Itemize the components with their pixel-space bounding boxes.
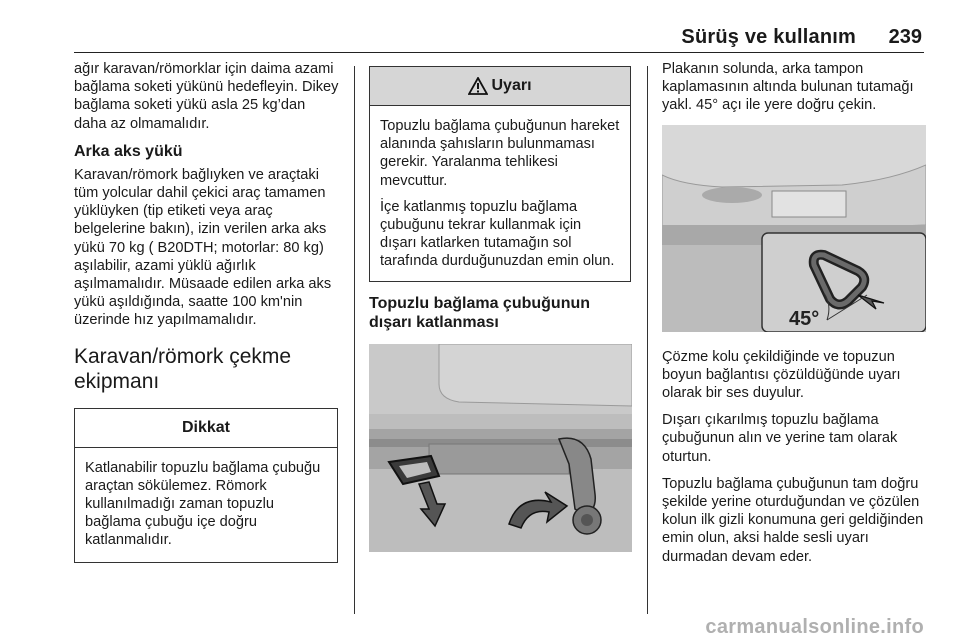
header-divider bbox=[74, 52, 924, 53]
warning-paragraph-1: Topuzlu bağlama çubuğunun hareket alanında şahısların bulunmaması gerekir. Yaralanma tehlikesi mevcuttur. bbox=[380, 118, 620, 189]
warning-header bbox=[370, 67, 630, 106]
angle-label: 45° bbox=[789, 307, 820, 330]
warning-box bbox=[369, 66, 631, 282]
warning-title: Uyarı bbox=[491, 77, 532, 94]
instruction-paragraph-2: Çözme kolu çekildiğinde ve topuzun boyun bağlantısı çözüldüğünde uyarı olarak bir ses duyulur. bbox=[662, 348, 901, 402]
notice-text: Katlanabilir topuzlu bağlama çubuğu araçtan sökülemez. Römork kullanılmadığı zaman topuzlu bağlama çubuğu içe doğru katlanmalıdır. bbox=[85, 459, 321, 549]
column-divider-1 bbox=[354, 66, 355, 614]
intro-paragraph: ağır karavan/römorklar için daima azami bağlama soketi yükünü hedefleyin. Dikey bağlama soketi yükü asla 25 kg’dan daha az olmamalıdır. bbox=[74, 61, 339, 132]
page-number: 239 bbox=[888, 26, 922, 48]
fold-out-heading: Topuzlu bağlama çubuğunun dışarı katlanması bbox=[369, 294, 591, 331]
handle-illustration bbox=[662, 125, 926, 332]
warning-triangle-icon bbox=[468, 77, 488, 95]
column-middle bbox=[369, 66, 633, 552]
notice-title: Dikkat bbox=[75, 409, 337, 448]
tow-bar-illustration bbox=[369, 344, 632, 552]
page-title: Sürüş ve kullanım bbox=[681, 26, 856, 48]
section-heading: Karavan/römork çekme ekipmanı bbox=[74, 344, 292, 393]
notice-box bbox=[74, 408, 338, 563]
instruction-paragraph-3: Dışarı çıkarılmış topuzlu bağlama çubuğunun alın ve yerine tam olarak oturtun. bbox=[662, 412, 898, 465]
column-right bbox=[662, 60, 928, 575]
warning-paragraph-2: İçe katlanmış topuzlu bağlama çubuğunu tekrar kullanmak için dışarı katlarken tutamağın sol tarafında durduğunuzdan emin olun. bbox=[380, 198, 615, 270]
rear-axle-heading: Arka aks yükü bbox=[74, 142, 183, 160]
handle-figure bbox=[662, 125, 926, 332]
column-left bbox=[74, 60, 340, 563]
rear-axle-paragraph: Karavan/römork bağlıyken ve araçtaki tüm yolcular dahil çekici araç tamamen yüklüyken (tip etiketi veya araç belgelerine bakın), izin verilen arka aks yükü 70 kg ( B20DTH; motorlar: 80 kg) aşılabilir, azami yüklü ağırlık aşılmamalıdır. Müsaade edilen arka aks yükü aşıldığında, saatte 100 km'nin üzerinde hız yapılmamalıdır. bbox=[74, 166, 332, 329]
page-header bbox=[0, 0, 960, 56]
column-divider-2 bbox=[647, 66, 648, 614]
footer-watermark: carmanualsonline.info bbox=[705, 616, 924, 638]
tow-bar-figure bbox=[369, 344, 632, 552]
instruction-paragraph-4: Topuzlu bağlama çubuğunun tam doğru şekilde yerine oturduğundan ve çözülen kolun ilk gizli konumuna geri geldiğinden emin olun, aksi halde sesli uyarı durmadan devam eder. bbox=[662, 475, 924, 565]
instruction-paragraph-1: Plakanın solunda, arka tampon kaplamasının altında bulunan tutamağı yakl. 45° açı ile yere doğru çekin. bbox=[662, 61, 914, 114]
